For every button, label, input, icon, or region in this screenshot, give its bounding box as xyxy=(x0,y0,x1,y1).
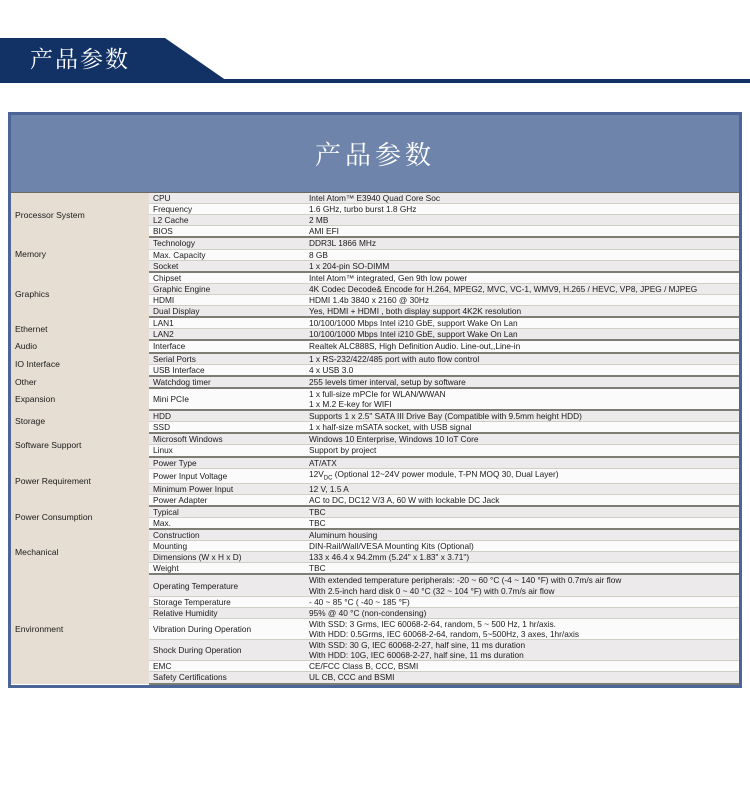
spec-item-cell: USB Interface xyxy=(149,364,305,376)
table-row xyxy=(11,376,739,388)
spec-value-cell: CE/FCC Class B, CCC, BSMI xyxy=(305,661,739,672)
spec-value-line: With SSD: 3 Grms, IEC 60068-2-64, random, 5 ~ 500 Hz, 1 hr/axis. xyxy=(309,618,556,629)
spec-value-cell: DDR3L 1866 MHz xyxy=(305,237,739,249)
spec-value-cell xyxy=(305,574,739,596)
spec-category-cell: Graphics xyxy=(11,272,149,317)
spec-value-line: 1 x full-size mPCIe for WLAN/WWAN xyxy=(309,388,446,399)
spec-category-cell: Ethernet xyxy=(11,317,149,340)
spec-item-cell: Dual Display xyxy=(149,306,305,318)
spec-category-cell: Environment xyxy=(11,574,149,683)
spec-value-line: With extended temperature peripherals: -20 ~ 60 °C (-4 ~ 140 °F) with 0.7m/s air flow xyxy=(309,575,622,586)
spec-item-cell: LAN2 xyxy=(149,329,305,341)
spec-value-cell: 4 x USB 3.0 xyxy=(305,364,739,376)
spec-item-cell: BIOS xyxy=(149,226,305,238)
spec-value-cell: Intel Atom™ E3940 Quad Core Soc xyxy=(305,193,739,204)
spec-value-cell: - 40 ~ 85 °C ( -40 ~ 185 °F) xyxy=(305,596,739,607)
spec-item-cell: Weight xyxy=(149,563,305,575)
spec-value-cell: Supports 1 x 2.5" SATA III Drive Bay (Compatible with 9.5mm height HDD) xyxy=(305,410,739,422)
spec-item-cell: Max. xyxy=(149,517,305,529)
spec-item-cell: Operating Temperature xyxy=(149,574,305,596)
spec-value-cell: 255 levels timer interval, setup by software xyxy=(305,376,739,388)
spec-item-cell: HDMI xyxy=(149,294,305,305)
spec-category-cell: IO Interface xyxy=(11,353,149,376)
spec-value-cell xyxy=(305,618,739,639)
spec-value-cell: AMI EFI xyxy=(305,226,739,238)
spec-item-cell: Safety Certifications xyxy=(149,672,305,684)
spec-value-line: 1 x M.2 E-key for WIFI xyxy=(309,398,392,409)
spec-category-cell: Expansion xyxy=(11,388,149,410)
spec-item-cell: Construction xyxy=(149,529,305,541)
spec-value-cell: 8 GB xyxy=(305,249,739,260)
spec-item-cell: HDD xyxy=(149,410,305,422)
spec-card xyxy=(8,112,742,688)
spec-value-cell: TBC xyxy=(305,563,739,575)
spec-item-cell: Power Input Voltage xyxy=(149,468,305,483)
spec-category-cell: Mechanical xyxy=(11,529,149,574)
spec-item-cell: Linux xyxy=(149,445,305,457)
spec-value-cell: Realtek ALC888S, High Definition Audio. Line-out,,Line-in xyxy=(305,340,739,352)
table-row xyxy=(11,317,739,329)
banner-rule xyxy=(0,79,750,83)
table-row xyxy=(11,410,739,422)
spec-category-cell: Memory xyxy=(11,237,149,271)
spec-item-cell: Technology xyxy=(149,237,305,249)
spec-value-cell: TBC xyxy=(305,517,739,529)
spec-item-cell: Mounting xyxy=(149,541,305,552)
page-banner xyxy=(0,0,750,100)
spec-value-cell: $12V_{DC}$ (Optional 12~24V power module, T-PN MOQ 30, Dual Layer) xyxy=(305,468,739,483)
spec-value-cell: Windows 10 Enterprise, Windows 10 IoT Core xyxy=(305,433,739,445)
spec-category-cell: Software Support xyxy=(11,433,149,456)
spec-item-cell: Minimum Power Input xyxy=(149,483,305,494)
spec-item-cell: Interface xyxy=(149,340,305,352)
table-row xyxy=(11,574,739,596)
spec-value-cell: 133 x 46.4 x 94.2mm (5.24" x 1.83" x 3.71") xyxy=(305,552,739,563)
spec-item-cell: Frequency xyxy=(149,204,305,215)
spec-value-cell: 1.6 GHz, turbo burst 1.8 GHz xyxy=(305,204,739,215)
spec-item-cell: Socket xyxy=(149,260,305,272)
spec-item-cell: Serial Ports xyxy=(149,353,305,365)
spec-category-cell: Other xyxy=(11,376,149,388)
spec-item-cell: Vibration During Operation xyxy=(149,618,305,639)
spec-value-cell xyxy=(305,388,739,410)
table-row xyxy=(11,237,739,249)
spec-item-cell: Storage Temperature xyxy=(149,596,305,607)
spec-value-cell: TBC xyxy=(305,506,739,518)
spec-category-cell: Power Consumption xyxy=(11,506,149,529)
spec-item-cell: Chipset xyxy=(149,272,305,284)
spec-card-header xyxy=(11,115,739,193)
spec-category-cell: Processor System xyxy=(11,193,149,237)
table-row xyxy=(11,529,739,541)
spec-category-cell: Power Requirement xyxy=(11,457,149,506)
spec-value-cell: Aluminum housing xyxy=(305,529,739,541)
spec-value-cell: Intel Atom™ integrated, Gen 9th low power xyxy=(305,272,739,284)
spec-value-cell: 2 MB xyxy=(305,215,739,226)
spec-category-cell: Storage xyxy=(11,410,149,433)
spec-item-cell: Graphic Engine xyxy=(149,283,305,294)
spec-value-cell: 1 x 204-pin SO-DIMM xyxy=(305,260,739,272)
spec-value-cell: AC to DC, DC12 V/3 A, 60 W with lockable DC Jack xyxy=(305,494,739,506)
spec-value-cell: 1 x half-size mSATA socket, with USB signal xyxy=(305,422,739,434)
spec-value-cell: 12 V, 1.5 A xyxy=(305,483,739,494)
table-row xyxy=(11,388,739,410)
spec-value-cell: UL CB, CCC and BSMI xyxy=(305,672,739,684)
spec-item-cell: Max. Capacity xyxy=(149,249,305,260)
spec-value-cell: HDMI 1.4b 3840 x 2160 @ 30Hz xyxy=(305,294,739,305)
spec-item-cell: Shock During Operation xyxy=(149,640,305,661)
spec-value-line: With HDD: 0.5Grms, IEC 60068-2-64, random, 5~500Hz, 3 axes, 1hr/axis xyxy=(309,629,579,640)
spec-card-title: 产品参数 xyxy=(314,141,435,171)
table-row xyxy=(11,193,739,204)
table-row xyxy=(11,506,739,518)
spec-item-cell: Mini PCIe xyxy=(149,388,305,410)
spec-value-cell: Support by project xyxy=(305,445,739,457)
spec-item-cell: SSD xyxy=(149,422,305,434)
spec-value-cell: 10/100/1000 Mbps Intel i210 GbE, support Wake On Lan xyxy=(305,329,739,341)
table-row xyxy=(11,353,739,365)
spec-value-line: With 2.5-inch hard disk 0 ~ 40 °C (32 ~ 104 °F) with 0.7m/s air flow xyxy=(309,585,555,596)
table-row xyxy=(11,433,739,445)
spec-item-cell: L2 Cache xyxy=(149,215,305,226)
spec-item-cell: Watchdog timer xyxy=(149,376,305,388)
spec-value-cell xyxy=(305,640,739,661)
specification-table xyxy=(11,193,739,685)
spec-value-cell: Yes, HDMI + HDMI , both display support 4K2K resolution xyxy=(305,306,739,318)
spec-value-cell: DIN-Rail/Wall/VESA Mounting Kits (Optional) xyxy=(305,541,739,552)
spec-item-cell: Microsoft Windows xyxy=(149,433,305,445)
spec-value-cell: 4K Codec Decode& Encode for H.264, MPEG2, MVC, VC-1, WMV9, H.265 / HEVC, VP8, JPEG / MJPEG xyxy=(305,283,739,294)
spec-value-line: With HDD: 10G, IEC 60068-2-27, half sine, 11 ms duration xyxy=(309,650,524,661)
spec-value-cell: AT/ATX xyxy=(305,457,739,469)
table-row xyxy=(11,457,739,469)
spec-value-line: With SSD: 30 G, IEC 60068-2-27, half sine, 11 ms duration xyxy=(309,640,526,651)
table-row xyxy=(11,340,739,352)
spec-item-cell: Power Type xyxy=(149,457,305,469)
spec-item-cell: LAN1 xyxy=(149,317,305,329)
spec-item-cell: Relative Humidity xyxy=(149,607,305,618)
spec-item-cell: Dimensions (W x H x D) xyxy=(149,552,305,563)
spec-value-cell: 1 x RS-232/422/485 port with auto flow control xyxy=(305,353,739,365)
banner-title: 产品参数 xyxy=(30,47,130,73)
table-row xyxy=(11,272,739,284)
spec-item-cell: Power Adapter xyxy=(149,494,305,506)
spec-category-cell: Audio xyxy=(11,340,149,352)
spec-item-cell: EMC xyxy=(149,661,305,672)
spec-value-cell: 95% @ 40 °C (non-condensing) xyxy=(305,607,739,618)
spec-value-cell: 10/100/1000 Mbps Intel i210 GbE, support Wake On Lan xyxy=(305,317,739,329)
spec-item-cell: CPU xyxy=(149,193,305,204)
spec-item-cell: Typical xyxy=(149,506,305,518)
